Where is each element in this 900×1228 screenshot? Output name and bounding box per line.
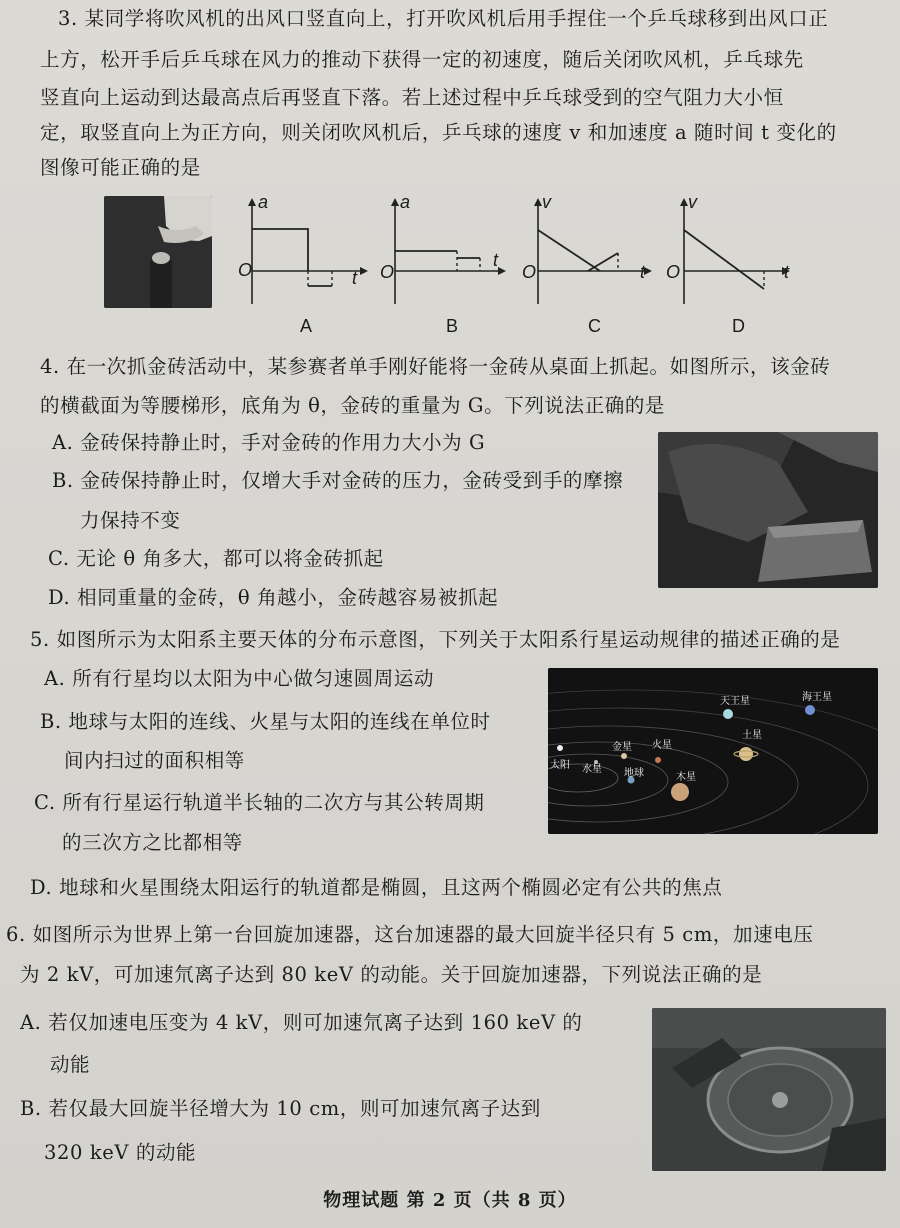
- graph-c-yaxis-label: v: [542, 192, 551, 212]
- graph-b-yaxis-label: a: [400, 192, 411, 212]
- label-uranus: 天王星: [720, 696, 750, 707]
- q6-line-2: 为 2 kV，可加速氘离子达到 80 keV 的动能。关于回旋加速器，下列说法正确的是: [20, 963, 763, 986]
- q4-option-a: A. 金砖保持静止时，手对金砖的作用力大小为 G: [52, 431, 486, 454]
- graph-d: [664, 196, 804, 312]
- q3-line-5: 图像可能正确的是: [40, 156, 201, 179]
- graph-c-xaxis-label: t: [640, 262, 646, 282]
- q5-option-c: C. 所有行星运行轨道半长轴的二次方与其公转周期: [34, 791, 485, 814]
- q5-option-b-cont: 间内扫过的面积相等: [64, 749, 245, 772]
- q4-option-d: D. 相同重量的金砖，θ 角越小，金砖越容易被抓起: [48, 586, 499, 609]
- q4-option-b-cont: 力保持不变: [80, 509, 181, 532]
- q4-option-c: C. 无论 θ 角多大，都可以将金砖抓起: [48, 547, 384, 570]
- label-earth: 地球: [624, 768, 644, 779]
- label-saturn: 土星: [742, 730, 762, 741]
- label-venus: 金星: [612, 742, 632, 753]
- label-jupiter: 木星: [676, 772, 696, 783]
- q5-option-d: D. 地球和火星围绕太阳运行的轨道都是椭圆，且这两个椭圆必定有公共的焦点: [30, 876, 723, 899]
- q4-line-1: 4. 在一次抓金砖活动中，某参赛者单手刚好能将一金砖从桌面上抓起。如图所示，该金砖: [40, 355, 831, 378]
- label-sun: 太阳: [550, 760, 570, 771]
- label-mars: 火星: [652, 740, 672, 751]
- graph-b: [375, 196, 510, 312]
- graph-d-yaxis-label: v: [688, 192, 697, 212]
- graph-c: [518, 196, 658, 312]
- solar-system-image: [548, 668, 878, 834]
- q3-line-3: 竖直向上运动到达最高点后再竖直下落。若上述过程中乒乓球受到的空气阻力大小恒: [40, 86, 784, 109]
- graph-a-xaxis-label: t: [352, 268, 358, 288]
- q5-option-a: A. 所有行星均以太阳为中心做匀速圆周运动: [44, 667, 435, 690]
- cyclotron-photo: [652, 1008, 886, 1171]
- q4-option-b: B. 金砖保持静止时，仅增大手对金砖的压力，金砖受到手的摩擦: [52, 469, 624, 492]
- graph-a: [232, 196, 372, 312]
- q6-option-a: A. 若仅加速电压变为 4 kV，则可加速氘离子达到 160 keV 的: [20, 1011, 583, 1034]
- q5-line-1: 5. 如图所示为太阳系主要天体的分布示意图，下列关于太阳系行星运动规律的描述正确的是: [30, 628, 841, 651]
- q3-line-4: 定，取竖直向上为正方向，则关闭吹风机后，乒乓球的速度 v 和加速度 a 随时间 t 变化的: [40, 121, 837, 144]
- graph-a-yaxis-label: a: [258, 192, 269, 212]
- graph-d-origin: O: [666, 262, 681, 282]
- graph-d-letter: D: [732, 316, 745, 336]
- q3-line-1: 3. 某同学将吹风机的出风口竖直向上，打开吹风机后用手捏住一个乒乓球移到出风口正: [58, 7, 829, 30]
- q3-line-2: 上方，松开手后乒乓球在风力的推动下获得一定的初速度，随后关闭吹风机，乒乓球先: [40, 48, 804, 71]
- gold-brick-photo: [658, 432, 878, 588]
- q4-line-2: 的横截面为等腰梯形，底角为 θ，金砖的重量为 G。下列说法正确的是: [40, 394, 666, 417]
- label-mercury: 水星: [582, 764, 602, 775]
- hair-dryer-photo: [104, 196, 212, 308]
- page-footer: 物理试题 第 2 页（共 8 页）: [323, 1190, 577, 1211]
- label-neptune: 海王星: [802, 692, 832, 703]
- graph-a-letter: A: [300, 316, 313, 336]
- graph-d-xaxis-label: t: [784, 262, 790, 282]
- q6-option-b-cont: 320 keV 的动能: [44, 1141, 197, 1164]
- graph-c-letter: C: [588, 316, 601, 336]
- graph-c-origin: O: [522, 262, 537, 282]
- q5-option-c-cont: 的三次方之比都相等: [62, 831, 243, 854]
- graph-a-origin: O: [238, 260, 253, 280]
- graph-b-letter: B: [446, 316, 459, 336]
- graph-b-xaxis-label: t: [493, 250, 499, 270]
- q6-option-a-cont: 动能: [50, 1053, 91, 1076]
- q5-option-b: B. 地球与太阳的连线、火星与太阳的连线在单位时: [40, 710, 491, 733]
- graph-b-origin: O: [380, 262, 395, 282]
- q6-option-b: B. 若仅最大回旋半径增大为 10 cm，则可加速氘离子达到: [20, 1097, 541, 1120]
- q6-line-1: 6. 如图所示为世界上第一台回旋加速器，这台加速器的最大回旋半径只有 5 cm，加速电压: [6, 923, 814, 946]
